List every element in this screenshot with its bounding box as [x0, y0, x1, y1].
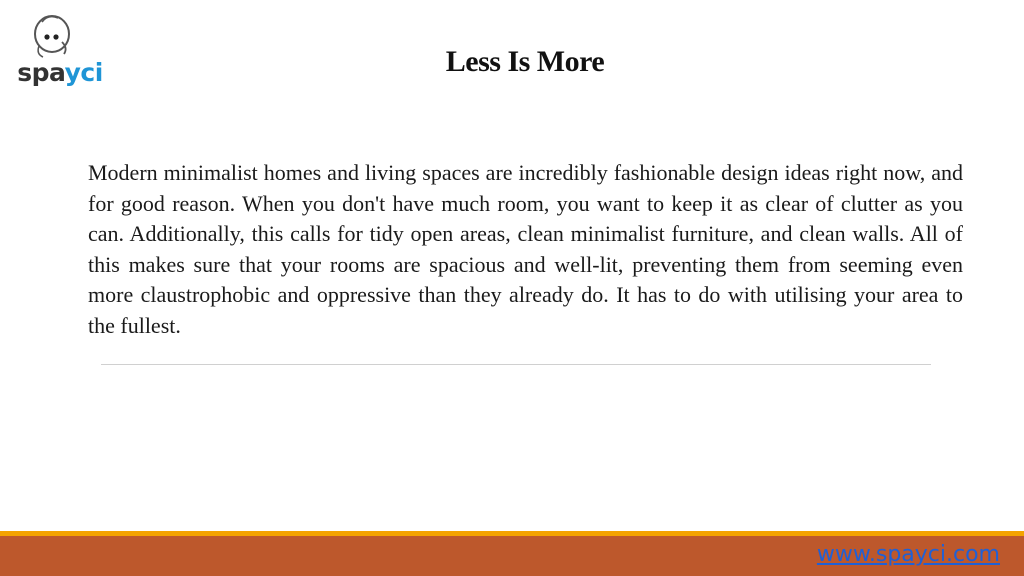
logo-text-part3: ci	[80, 58, 103, 87]
content-divider	[101, 364, 931, 365]
slide-title: Less Is More	[445, 45, 605, 78]
slide-paragraph: Modern minimalist homes and living spaces are incredibly fashionable design ideas right now, and for good reason. When you don't have much room, you want to keep it as clear of clutter as you can. Additionally, this calls for tidy open areas, clean minimalist furniture, and clean walls. All of this makes sure that your rooms are spacious and well-lit, preventing them from seeming even more claustrophobic and oppressive than they already do. It has to do with utilising your area to the fullest.	[88, 160, 963, 338]
website-link[interactable]: www.spayci.com	[816, 542, 1000, 567]
logo-text-part2: y	[64, 58, 81, 87]
logo-text-part1: spa	[17, 58, 65, 87]
